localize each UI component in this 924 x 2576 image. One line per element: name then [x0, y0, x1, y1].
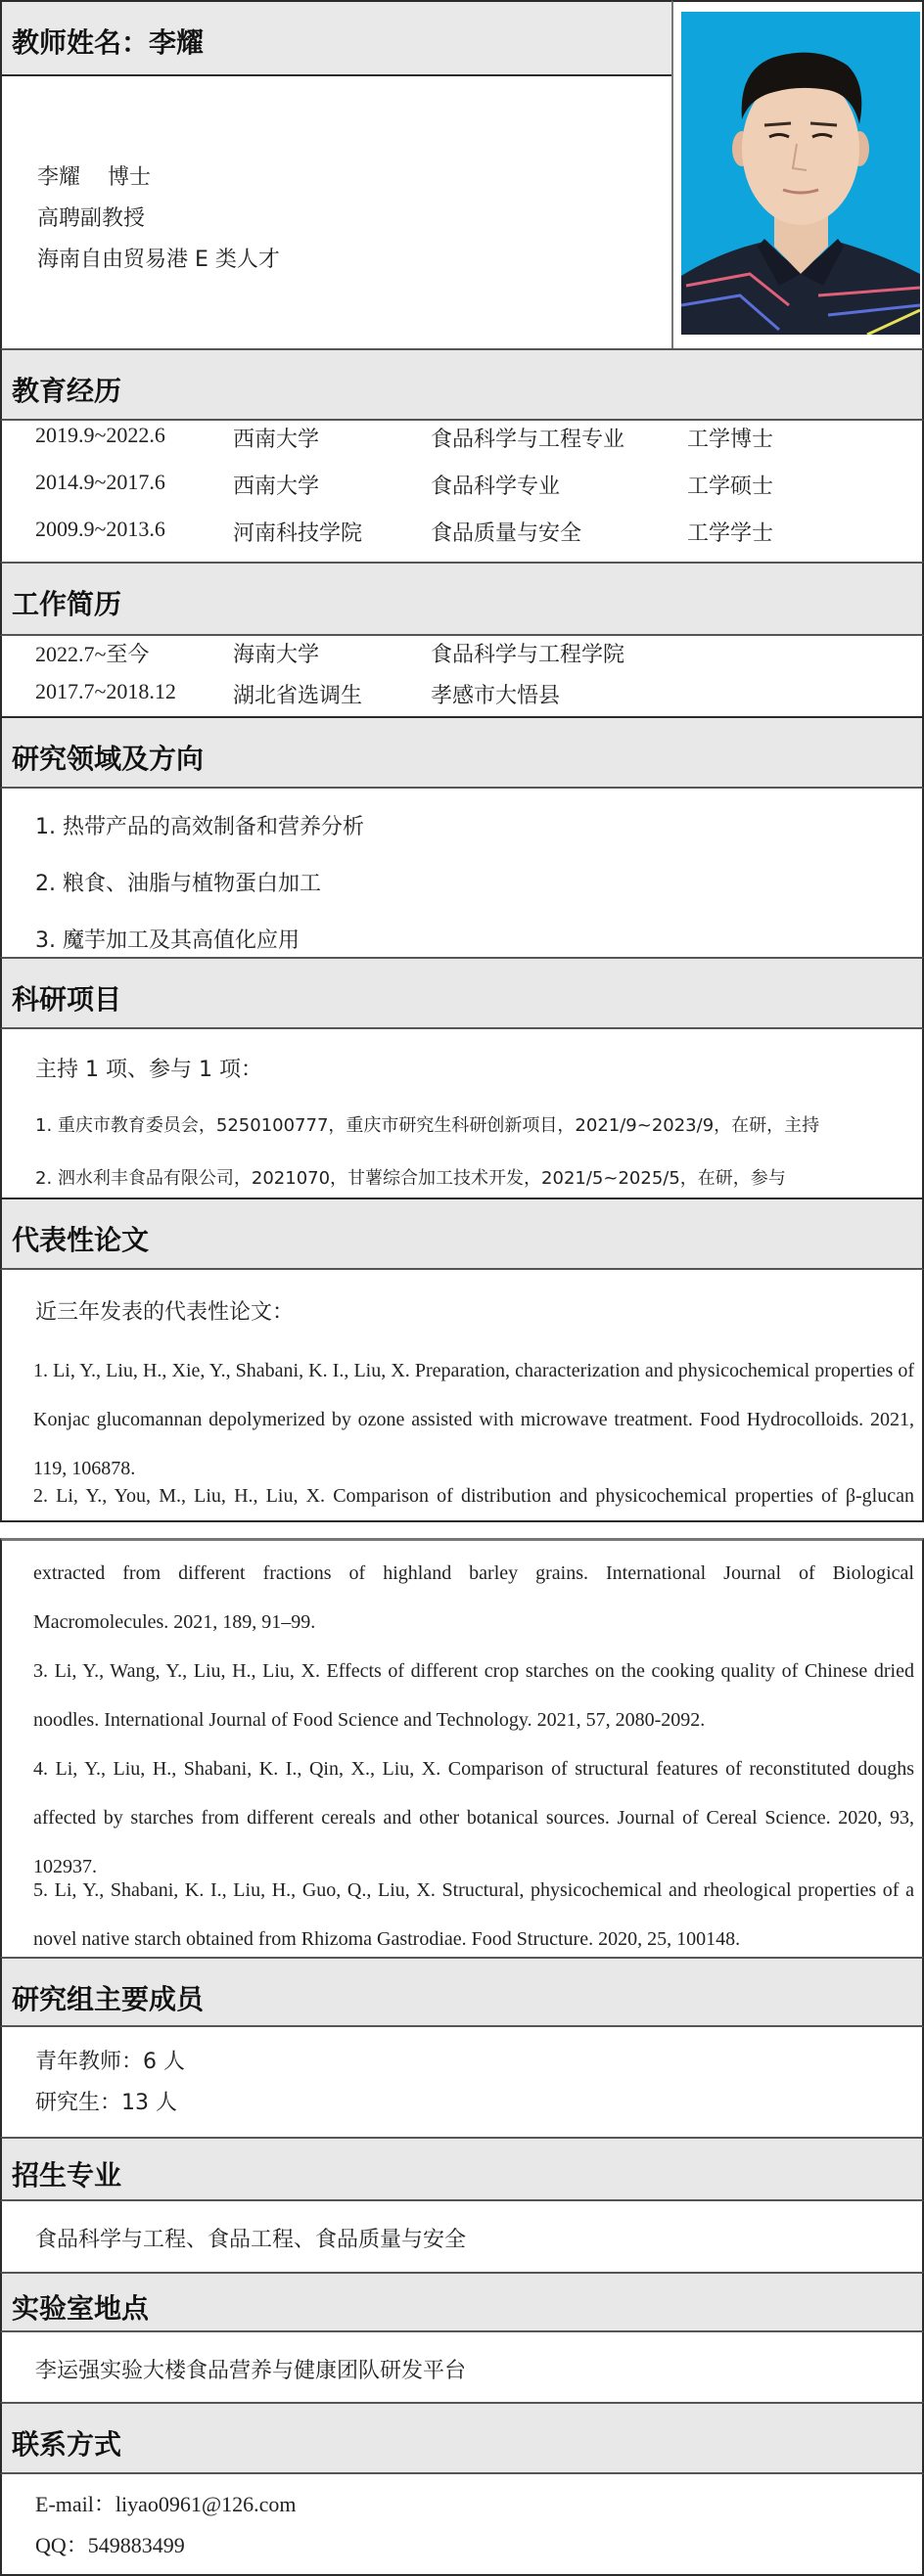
projects-section-header: [0, 957, 924, 1029]
majors-text: 食品科学与工程、食品工程、食品质量与安全: [35, 2228, 467, 2252]
paper-item-continued: extracted from different fractions of highland barley grains. International Journal of Biological Macromolecules. 2021, 189, 91–99.: [33, 1562, 914, 1633]
education-list: [0, 421, 924, 564]
portrait-illustration: [681, 12, 920, 335]
education-title: 教育经历: [12, 375, 122, 407]
contact-qq-row: [35, 2529, 185, 2559]
members-young-teachers: 青年教师：6 人: [35, 2050, 185, 2074]
education-school: 河南科技学院: [233, 521, 363, 546]
contact-title: 联系方式: [12, 2428, 122, 2461]
project-item: 2. 泗水利丰食品有限公司，2021070，甘薯综合加工技术开发，2021/5~2025/5，在研，参与: [35, 1168, 786, 1189]
qq-number: 549883499: [87, 2533, 185, 2557]
profile-talent-level: 海南自由贸易港 E 类人才: [37, 248, 280, 272]
education-degree: 工学硕士: [687, 475, 774, 499]
papers-section-header: [0, 1198, 924, 1270]
research-title: 研究领域及方向: [12, 743, 205, 775]
members-list: [0, 2027, 924, 2139]
education-major: 食品科学与工程专业: [431, 428, 625, 452]
paper-item: 4. Li, Y., Liu, H., Shabani, K. I., Qin, X., Liu, X. Comparison of structural features of reconstituted doughs affected by starches from different cereals and other botanical sources. Journal of Cereal Science. 2020, 93, 102937.: [33, 1758, 914, 1877]
paper-item: 5. Li, Y., Shabani, K. I., Liu, H., Guo, Q., Liu, X. Structural, physicochemical and rheological properties of a novel native starch obtained from Rhizoma Gastrodiae. Food Structure. 2020, 25, 100148.: [33, 1879, 914, 1950]
photo-cell: [671, 0, 924, 350]
education-period: 2019.9~2022.6: [35, 423, 165, 447]
education-school: 西南大学: [233, 475, 320, 499]
members-section-header: [0, 1957, 924, 2027]
lab-section-header: [0, 2272, 924, 2332]
majors-section-header: [0, 2137, 924, 2201]
papers-list-part2: [0, 1538, 924, 1959]
contact-section-header: [0, 2402, 924, 2474]
research-item: 3. 魔芋加工及其高值化应用: [35, 928, 300, 953]
education-period: 2009.9~2013.6: [35, 517, 165, 541]
papers-list-part1: [0, 1270, 924, 1522]
education-section-header: [0, 348, 924, 421]
research-list: [0, 789, 924, 959]
profile-summary: [0, 74, 673, 350]
teacher-name-title: 教师姓名：李耀: [12, 26, 205, 59]
education-degree: 工学学士: [687, 521, 774, 546]
education-degree: 工学博士: [687, 428, 774, 452]
education-school: 西南大学: [233, 428, 320, 452]
members-grad-students: 研究生：13 人: [35, 2091, 177, 2115]
majors-content: [0, 2201, 924, 2274]
work-org: 海南大学: [233, 643, 320, 667]
members-title: 研究组主要成员: [12, 1983, 205, 2015]
projects-title: 科研项目: [12, 983, 122, 1016]
paper-item: 3. Li, Y., Wang, Y., Liu, H., Liu, X. Effects of different crop starches on the cooking quality of Chinese dried noodles. International Journal of Food Science and Technology. 2021, 57, 2080-2092.: [33, 1660, 914, 1731]
lab-content: [0, 2332, 924, 2403]
work-period: 2022.7~至今: [35, 642, 150, 666]
papers-title: 代表性论文: [12, 1224, 150, 1256]
papers-intro: 近三年发表的代表性论文：: [35, 1300, 295, 1325]
paper-item: 1. Li, Y., Liu, H., Xie, Y., Shabani, K. I., Liu, X. Preparation, characterization and physicochemical properties of Konjac glucomannan depolymerized by ozone assisted with microwave treatment. Food Hydrocolloids. 2021, 119, 106878.: [33, 1360, 914, 1479]
paper-item: 2. Li, Y., You, M., Liu, H., Liu, X. Comparison of distribution and physicochemical properties of β-glucan: [33, 1485, 914, 1507]
email-label: E-mail：: [35, 2492, 116, 2516]
teacher-name-header: [0, 0, 673, 76]
projects-summary: 主持 1 项、参与 1 项：: [35, 1058, 262, 1082]
work-title: 工作简历: [12, 588, 122, 620]
email-link[interactable]: liyao0961@126.com: [115, 2492, 297, 2516]
majors-title: 招生专业: [12, 2159, 122, 2192]
profile-degree: 博士: [108, 165, 152, 190]
contact-email-row: [35, 2488, 297, 2518]
profile-name-degree: [37, 160, 151, 191]
lab-title: 实验室地点: [12, 2292, 150, 2325]
work-dept: 孝感市大悟县: [431, 684, 561, 708]
teacher-photo: [681, 12, 920, 335]
research-section-header: [0, 716, 924, 789]
contact-content: [0, 2474, 924, 2576]
lab-text: 李运强实验大楼食品营养与健康团队研发平台: [35, 2359, 467, 2383]
research-item: 2. 粮食、油脂与植物蛋白加工: [35, 872, 321, 896]
profile-name: 李耀: [37, 165, 81, 190]
work-section-header: [0, 562, 924, 636]
qq-label: QQ：: [35, 2533, 88, 2557]
research-item: 1. 热带产品的高效制备和营养分析: [35, 815, 364, 839]
education-major: 食品质量与安全: [431, 521, 582, 546]
education-major: 食品科学专业: [431, 475, 561, 499]
work-period: 2017.7~2018.12: [35, 679, 176, 703]
work-dept: 食品科学与工程学院: [431, 643, 625, 667]
project-item: 1. 重庆市教育委员会，5250100777，重庆市研究生科研创新项目，2021/9~2023/9，在研，主持: [35, 1115, 820, 1136]
work-list: [0, 636, 924, 718]
work-org: 湖北省选调生: [233, 684, 363, 708]
education-period: 2014.9~2017.6: [35, 470, 165, 494]
projects-list: [0, 1029, 924, 1199]
profile-title: 高聘副教授: [37, 206, 146, 231]
